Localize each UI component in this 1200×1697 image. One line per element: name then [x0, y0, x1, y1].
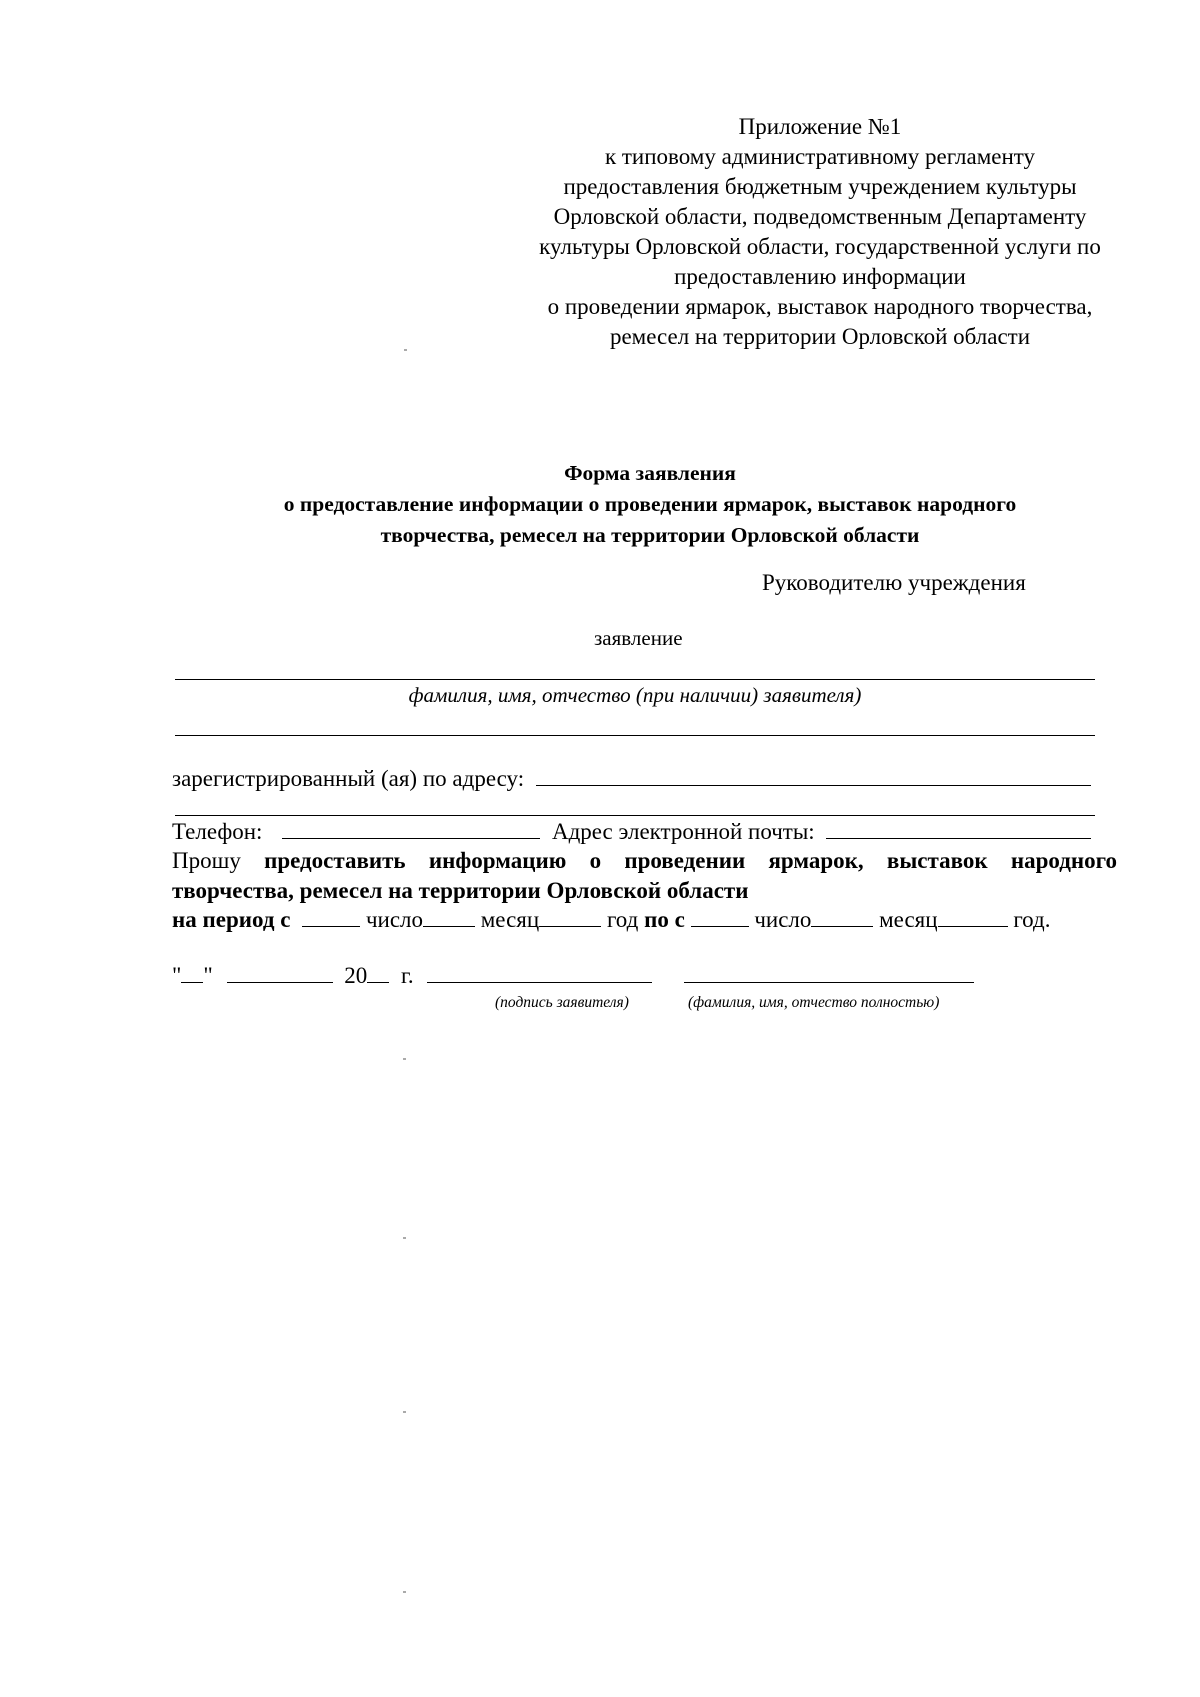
- annex-line: предоставлению информации: [674, 264, 966, 289]
- addressee: Руководителю учреждения: [762, 570, 1026, 595]
- email-field[interactable]: [826, 818, 1091, 839]
- year-end-label: год.: [1013, 907, 1051, 932]
- date-year-field[interactable]: [367, 962, 389, 983]
- fullname-field[interactable]: [684, 962, 974, 983]
- date-signature-row: [172, 962, 974, 989]
- scan-speck: [403, 1058, 406, 1060]
- year-abbr-label: г.: [401, 963, 414, 988]
- phone-field[interactable]: [282, 818, 540, 839]
- from-month-field[interactable]: [423, 906, 475, 927]
- period-from-label: на период с: [172, 907, 291, 932]
- to-year-field[interactable]: [938, 906, 1008, 927]
- scan-speck: [403, 1591, 406, 1593]
- month-label-2: месяц: [879, 907, 938, 932]
- from-year-field[interactable]: [539, 906, 601, 927]
- signature-caption: (подпись заявителя): [495, 994, 629, 1011]
- century-label: 20: [344, 963, 368, 988]
- form-title: [150, 458, 1150, 551]
- day-label-2: число: [754, 907, 812, 932]
- from-day-field[interactable]: [302, 906, 360, 927]
- annex-line: о проведении ярмарок, выставок народного творчества,: [547, 294, 1093, 319]
- request-paragraph: [172, 846, 1117, 906]
- period-row: [172, 906, 1117, 933]
- annex-line: культуры Орловской области, государственной услуги по: [539, 234, 1101, 259]
- quote-open: ": [172, 963, 182, 988]
- annex-line: к типовому административному регламенту: [604, 144, 1036, 169]
- month-label: месяц: [480, 907, 540, 932]
- day-label: число: [365, 907, 423, 932]
- email-label: Адрес электронной почты:: [551, 819, 815, 844]
- form-title-line: Форма заявления: [564, 461, 736, 485]
- fullname-caption: (фамилия, имя, отчество полностью): [688, 994, 940, 1011]
- form-title-line: творчества, ремесел на территории Орловской области: [380, 523, 920, 547]
- scan-speck: [403, 1411, 406, 1413]
- signature-field[interactable]: [427, 962, 652, 983]
- form-title-line: о предоставление информации о проведении ярмарок, выставок народного: [283, 492, 1017, 516]
- annex-line: предоставления бюджетным учреждением культуры: [563, 174, 1077, 199]
- scan-speck: [404, 349, 407, 351]
- annex-line: Орловской области, подведомственным Департаменту: [553, 204, 1087, 229]
- annex-line: ремесел на территории Орловской области: [609, 324, 1031, 349]
- address-row: [172, 765, 1091, 792]
- address-label: зарегистрированный (ая) по адресу:: [172, 766, 525, 791]
- annex-header: [470, 112, 1170, 352]
- period-to-label: по с: [644, 907, 685, 932]
- to-month-field[interactable]: [811, 906, 873, 927]
- date-month-field[interactable]: [227, 962, 333, 983]
- request-text: предоставить информацию о проведении ярмарок, выставок народного творчества, ремесел на территории Орловской области: [172, 848, 1118, 903]
- scan-speck: [403, 1237, 406, 1239]
- to-day-field[interactable]: [691, 906, 749, 927]
- phone-label: Телефон:: [172, 819, 263, 844]
- year-label: год: [606, 907, 639, 932]
- address-field[interactable]: [536, 765, 1091, 786]
- request-prefix: Прошу: [172, 848, 241, 873]
- statement-word: заявление: [594, 626, 683, 650]
- address-line-2[interactable]: [175, 815, 1095, 816]
- applicant-name-line-2[interactable]: [175, 735, 1095, 736]
- annex-line: Приложение №1: [738, 114, 902, 139]
- quote-close: ": [203, 963, 213, 988]
- date-day-field[interactable]: [181, 962, 203, 983]
- contact-row: [172, 818, 1091, 845]
- applicant-name-line[interactable]: [175, 679, 1095, 680]
- applicant-caption: фамилия, имя, отчество (при наличии) заявителя): [408, 683, 862, 707]
